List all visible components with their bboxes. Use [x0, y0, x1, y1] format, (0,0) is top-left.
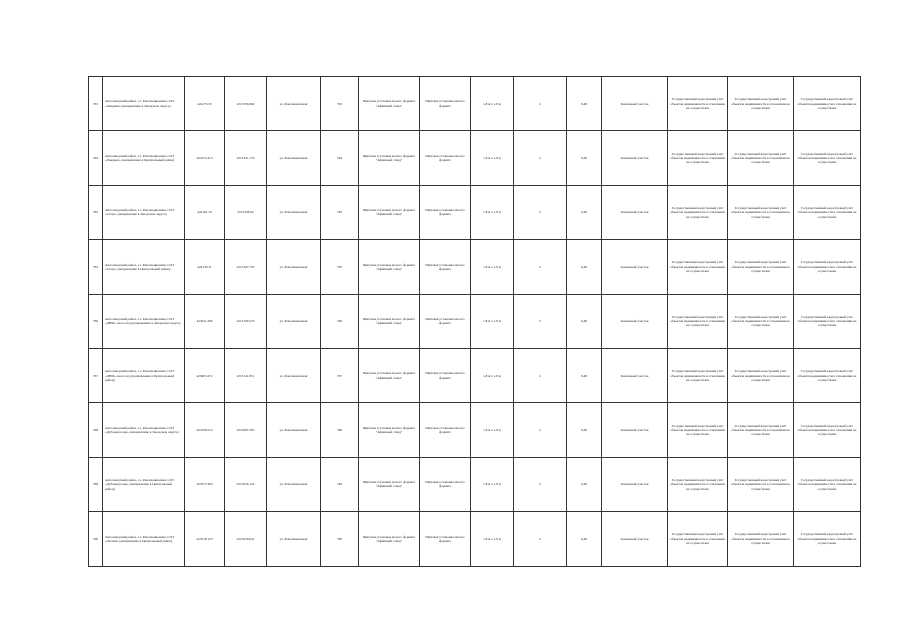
area-cell: 6,48 [567, 185, 602, 239]
cadastral-note-cell-1: Государственный кадастровый учёт объектов недвижимости в отношении не осуществлен [668, 403, 728, 457]
size-cell: 1,8 м х 1,8 м [471, 185, 514, 239]
land-type-cell: Земельный участок [602, 185, 668, 239]
land-type-cell: Земельный участок [602, 403, 668, 457]
address-cell: Автозаводский район, з.з. Революционная, СОТ «Дубовая роща» (направление в Центральный район) [103, 457, 185, 511]
location-number-cell: 763 [321, 77, 359, 131]
register-table [88, 76, 861, 567]
address-cell: Автозаводский район, з.з. Революционная, СОТ «Старт» (направление в Заводском округе) [103, 185, 185, 239]
cadastral-note-cell-2: Государственный кадастровый учёт объектов недвижимости в отношении не осуществлен [728, 240, 794, 294]
cadastral-note-cell-1: Государственный кадастровый учёт объектов недвижимости в отношении не осуществлен [668, 240, 728, 294]
structure-type-cell: Щитовая установка малого формата "Афишный стенд" [359, 131, 420, 185]
sides-count-cell: 2 [514, 185, 567, 239]
coordinate-x-cell: 424173.33 [185, 77, 225, 131]
street-cell: ул. Революционная [267, 185, 321, 239]
cadastral-note-cell-1: Государственный кадастровый учёт объектов недвижимости в отношении не осуществлен [668, 294, 728, 348]
address-cell: Автозаводский район, з.з. Революционная, СОТ «Ландыш» (направление в Заводском округе) [103, 77, 185, 131]
street-cell: ул. Революционная [267, 77, 321, 131]
structure-type-cell: Щитовая установка малого формата "Афишный стенд" [359, 294, 420, 348]
location-number-cell: 766 [321, 294, 359, 348]
address-cell: Автозаводский район, з.з. Революционная, СОТ «ДНИ» около ж/д (направление в Заводском округе) [103, 294, 185, 348]
cadastral-note-cell-3: Государственный кадастровый учёт объектов недвижимости в отношении не осуществлен [794, 240, 861, 294]
location-number-cell: 764 [321, 131, 359, 185]
coordinate-y-cell: 2213109.523 [225, 294, 267, 348]
size-cell: 1,8 м х 1,8 м [471, 348, 514, 402]
table-row [89, 185, 861, 239]
table-row [89, 77, 861, 131]
cadastral-note-cell-2: Государственный кадастровый учёт объектов недвижимости в отношении не осуществлен [728, 294, 794, 348]
cadastral-note-cell-2: Государственный кадастровый учёт объектов недвижимости в отношении не осуществлен [728, 403, 794, 457]
land-type-cell: Земельный участок [602, 512, 668, 566]
sides-count-cell: 2 [514, 240, 567, 294]
table-row [89, 131, 861, 185]
row-number: 766 [89, 294, 103, 348]
row-number: 768 [89, 403, 103, 457]
table-row [89, 294, 861, 348]
location-number-cell: 765 [321, 240, 359, 294]
structure-form-cell: Щитовая установка малого формата [420, 77, 471, 131]
cadastral-note-cell-3: Государственный кадастровый учёт объектов недвижимости в отношении не осуществлен [794, 294, 861, 348]
row-number: 790 [89, 512, 103, 566]
row-number: 764 [89, 131, 103, 185]
area-cell: 6,48 [567, 457, 602, 511]
address-cell: Автозаводский район, з.з. Революционная, СОТ «Ландыш» (направление в Центральный район) [103, 131, 185, 185]
cadastral-note-cell-3: Государственный кадастровый учёт объектов недвижимости в отношении не осуществлен [794, 185, 861, 239]
land-type-cell: Земельный участок [602, 77, 668, 131]
coordinate-y-cell: 2213167.795 [225, 240, 267, 294]
street-cell: ул. Революционная [267, 512, 321, 566]
sides-count-cell: 2 [514, 457, 567, 511]
structure-type-cell: Щитовая установка малого формата "Афишный стенд" [359, 457, 420, 511]
area-cell: 6,48 [567, 512, 602, 566]
structure-form-cell: Щитовая установка малого формата [420, 294, 471, 348]
sides-count-cell: 2 [514, 403, 567, 457]
size-cell: 1,8 м х 1,8 м [471, 131, 514, 185]
land-type-cell: Земельный участок [602, 240, 668, 294]
street-cell: ул. Революционная [267, 131, 321, 185]
coordinate-y-cell: 2215979.641 [225, 512, 267, 566]
table-row [89, 403, 861, 457]
row-number: 763 [89, 77, 103, 131]
size-cell: 1,8 м х 1,8 м [471, 77, 514, 131]
structure-form-cell: Щитовая установка малого формата [420, 240, 471, 294]
row-number: 765 [89, 240, 103, 294]
sides-count-cell: 2 [514, 348, 567, 402]
structure-type-cell: Щитовая установка малого формата "Афишный стенд" [359, 348, 420, 402]
coordinate-y-cell: 2213258.94 [225, 185, 267, 239]
area-cell: 6,48 [567, 348, 602, 402]
table-row [89, 457, 861, 511]
land-type-cell: Земельный участок [602, 348, 668, 402]
sides-count-cell: 2 [514, 131, 567, 185]
size-cell: 1,8 м х 1,8 м [471, 240, 514, 294]
table-row [89, 240, 861, 294]
location-number-cell: 767 [321, 348, 359, 402]
location-number-cell: 769 [321, 457, 359, 511]
cadastral-note-cell-2: Государственный кадастровый учёт объектов недвижимости в отношении не осуществлен [728, 348, 794, 402]
street-cell: ул. Революционная [267, 294, 321, 348]
street-cell: ул. Революционная [267, 348, 321, 402]
location-number-cell: 768 [321, 403, 359, 457]
sides-count-cell: 2 [514, 512, 567, 566]
cadastral-note-cell-1: Государственный кадастровый учёт объектов недвижимости в отношении не осуществлен [668, 185, 728, 239]
coordinate-x-cell: 423611.406 [185, 294, 225, 348]
structure-form-cell: Щитовая установка малого формата [420, 512, 471, 566]
row-number: 769 [89, 457, 103, 511]
table-body [89, 77, 861, 567]
land-type-cell: Земельный участок [602, 457, 668, 511]
structure-type-cell: Щитовая установка малого формата "Афишный стенд" [359, 77, 420, 131]
coordinate-x-cell: 424161.76 [185, 185, 225, 239]
land-type-cell: Земельный участок [602, 131, 668, 185]
land-type-cell: Земельный участок [602, 294, 668, 348]
cadastral-note-cell-1: Государственный кадастровый учёт объектов недвижимости в отношении не осуществлен [668, 512, 728, 566]
coordinate-y-cell: 2213341.179 [225, 131, 267, 185]
cadastral-note-cell-3: Государственный кадастровый учёт объектов недвижимости в отношении не осуществлен [794, 77, 861, 131]
row-number: 767 [89, 348, 103, 402]
cadastral-note-cell-2: Государственный кадастровый учёт объектов недвижимости в отношении не осуществлен [728, 457, 794, 511]
cadastral-note-cell-1: Государственный кадастровый учёт объектов недвижимости в отношении не осуществлен [668, 457, 728, 511]
sides-count-cell: 2 [514, 294, 567, 348]
street-cell: ул. Революционная [267, 403, 321, 457]
structure-type-cell: Щитовая установка малого формата "Афишный стенд" [359, 403, 420, 457]
structure-type-cell: Щитовая установка малого формата "Афишный стенд" [359, 512, 420, 566]
coordinate-x-cell: 424136.31 [185, 240, 225, 294]
cadastral-note-cell-3: Государственный кадастровый учёт объектов недвижимости в отношении не осуществлен [794, 348, 861, 402]
cadastral-note-cell-2: Государственный кадастровый учёт объектов недвижимости в отношении не осуществлен [728, 512, 794, 566]
location-number-cell: 765 [321, 185, 359, 239]
structure-form-cell: Щитовая установка малого формата [420, 131, 471, 185]
size-cell: 1,8 м х 1,8 м [471, 403, 514, 457]
row-number: 765 [89, 185, 103, 239]
area-cell: 6,48 [567, 77, 602, 131]
structure-type-cell: Щитовая установка малого формата "Афишный стенд" [359, 240, 420, 294]
size-cell: 1,8 м х 1,8 м [471, 512, 514, 566]
structure-form-cell: Щитовая установка малого формата [420, 348, 471, 402]
cadastral-note-cell-3: Государственный кадастровый учёт объектов недвижимости в отношении не осуществлен [794, 512, 861, 566]
size-cell: 1,8 м х 1,8 м [471, 294, 514, 348]
area-cell: 6,48 [567, 131, 602, 185]
cadastral-note-cell-2: Государственный кадастровый учёт объектов недвижимости в отношении не осуществлен [728, 185, 794, 239]
structure-type-cell: Щитовая установка малого формата "Афишный стенд" [359, 185, 420, 239]
structure-form-cell: Щитовая установка малого формата [420, 457, 471, 511]
address-cell: Автозаводский район, з.з. Революционная, СОТ «ДНИ» около ж/д (направление в Центральный район) [103, 348, 185, 402]
area-cell: 6,48 [567, 403, 602, 457]
coordinate-x-cell: 423377.263 [185, 457, 225, 511]
area-cell: 6,48 [567, 240, 602, 294]
structure-form-cell: Щитовая установка малого формата [420, 185, 471, 239]
address-cell: Автозаводский район, з.з. Революционная, СОТ «Дубовая роща» (направление в Заводском округе) [103, 403, 185, 457]
table-row [89, 348, 861, 402]
street-cell: ул. Революционная [267, 457, 321, 511]
table-row [89, 512, 861, 566]
coordinate-x-cell: 423603.272 [185, 348, 225, 402]
address-cell: Автозаводский район, з.з. Революционная, СОТ «Лесная» (направление в Центральный район) [103, 512, 185, 566]
address-cell: Автозаводский район, з.з. Революционная, СОТ «Старт» (направление в Центральный район) [103, 240, 185, 294]
coordinate-y-cell: 2213356.962 [225, 77, 267, 131]
sides-count-cell: 2 [514, 77, 567, 131]
cadastral-note-cell-1: Государственный кадастровый учёт объектов недвижимости в отношении не осуществлен [668, 131, 728, 185]
location-number-cell: 790 [321, 512, 359, 566]
cadastral-note-cell-3: Государственный кадастровый учёт объектов недвижимости в отношении не осуществлен [794, 131, 861, 185]
coordinate-x-cell: 423358.513 [185, 403, 225, 457]
document-page [88, 76, 857, 566]
coordinate-y-cell: 2213034.122 [225, 457, 267, 511]
area-cell: 6,48 [567, 294, 602, 348]
structure-form-cell: Щитовая установка малого формата [420, 403, 471, 457]
coordinate-x-cell: 423518.123 [185, 512, 225, 566]
cadastral-note-cell-2: Государственный кадастровый учёт объектов недвижимости в отношении не осуществлен [728, 77, 794, 131]
coordinate-y-cell: 2213141.851 [225, 348, 267, 402]
cadastral-note-cell-2: Государственный кадастровый учёт объектов недвижимости в отношении не осуществлен [728, 131, 794, 185]
cadastral-note-cell-1: Государственный кадастровый учёт объектов недвижимости в отношении не осуществлен [668, 77, 728, 131]
cadastral-note-cell-1: Государственный кадастровый учёт объектов недвижимости в отношении не осуществлен [668, 348, 728, 402]
size-cell: 1,8 м х 1,8 м [471, 457, 514, 511]
cadastral-note-cell-3: Государственный кадастровый учёт объектов недвижимости в отношении не осуществлен [794, 403, 861, 457]
cadastral-note-cell-3: Государственный кадастровый учёт объектов недвижимости в отношении не осуществлен [794, 457, 861, 511]
street-cell: ул. Революционная [267, 240, 321, 294]
coordinate-y-cell: 2213067.363 [225, 403, 267, 457]
coordinate-x-cell: 424173.413 [185, 131, 225, 185]
